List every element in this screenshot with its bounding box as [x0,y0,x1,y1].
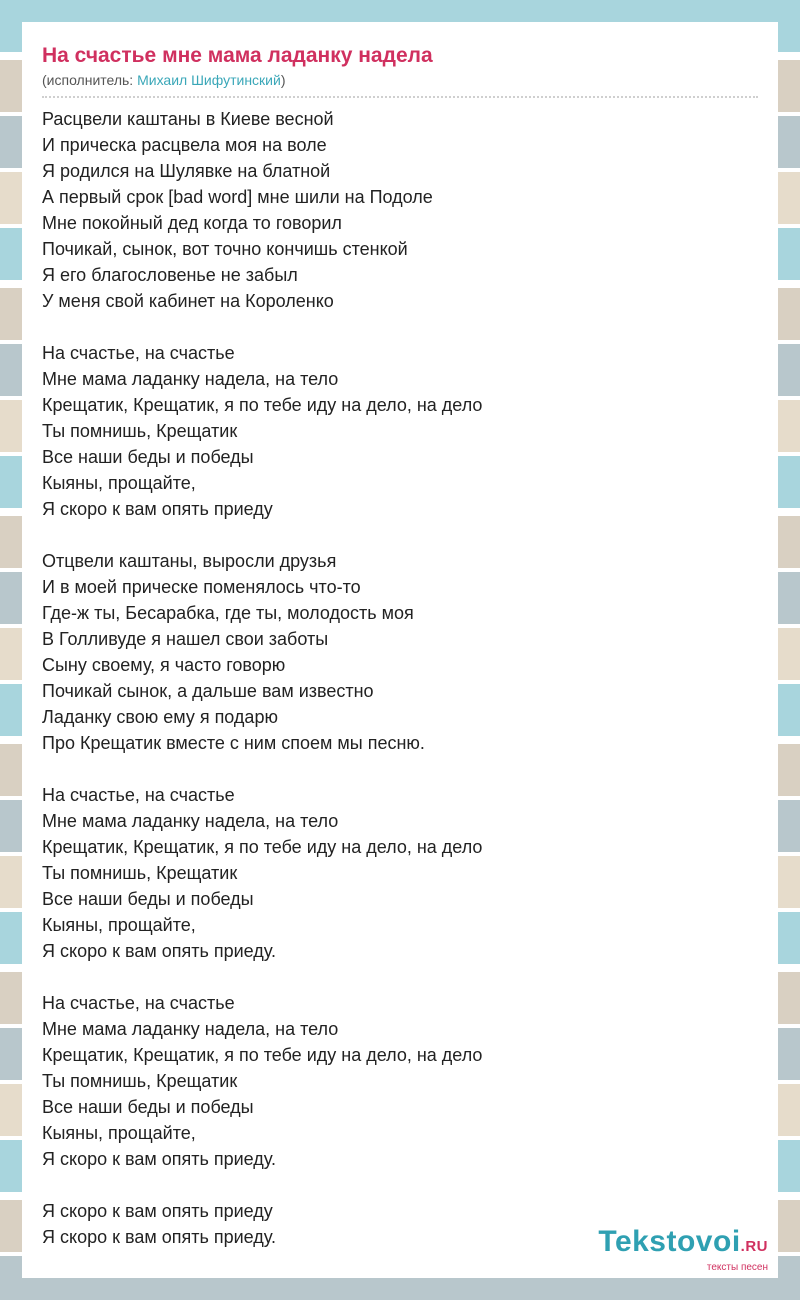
lyrics-line: Мне покойный дед когда то говорил [42,213,342,233]
lyrics-line: Почикай сынок, а дальше вам известно [42,681,374,701]
lyrics-line: Мне мама ладанку надела, на тело [42,369,339,389]
lyrics-line: Ладанку свою ему я подарю [42,707,278,727]
lyrics-line: Кыяны, прощайте, [42,473,196,493]
logo-tld: .RU [740,1238,768,1255]
divider [42,96,758,98]
lyrics-stanza [42,340,758,522]
lyrics-line: Крещатик, Крещатик, я по тебе иду на дело, на дело [42,395,483,415]
lyrics-line: Мне мама ладанку надела, на тело [42,1019,339,1039]
lyrics-line: Ты помнишь, Крещатик [42,863,238,883]
logo-tagline: тексты песен [706,1262,768,1273]
site-logo[interactable] [598,1227,768,1274]
lyrics-line: Кыяны, прощайте, [42,1123,196,1143]
artist-prefix: (исполнитель: [42,72,138,88]
lyrics-line: Все наши беды и победы [42,1097,254,1117]
lyrics-line: Кыяны, прощайте, [42,915,196,935]
lyrics-line: Сыну своему, я часто говорю [42,655,286,675]
lyrics-line: На счастье, на счастье [42,343,235,363]
logo-name: Tekstovoi [598,1225,741,1258]
lyrics-line: Крещатик, Крещатик, я по тебе иду на дело, на дело [42,837,483,857]
lyrics-line: Все наши беды и победы [42,447,254,467]
lyrics-line: Я скоро к вам опять приеду. [42,941,276,961]
artist-link[interactable]: Михаил Шифутинский [137,72,281,88]
lyrics-stanza [42,106,758,314]
page-title: На счастье мне мама ладанку надела [42,44,433,67]
lyrics-stanza [42,548,758,756]
lyrics-line: Я скоро к вам опять приеду. [42,1227,276,1247]
lyrics-line: Где-ж ты, Бесарабка, где ты, молодость моя [42,603,414,623]
logo-wordmark [598,1227,768,1262]
lyrics-line: Я родился на Шулявке на блатной [42,161,331,181]
lyrics-line: Я скоро к вам опять приеду [42,1201,273,1221]
artist-line [42,70,758,90]
lyrics-line: Я его благословенье не забыл [42,265,298,285]
lyrics-line: Я скоро к вам опять приеду. [42,1149,276,1169]
lyrics-stanza [42,990,758,1172]
lyrics-line: Ты помнишь, Крещатик [42,1071,238,1091]
lyrics-body [42,106,758,1250]
lyrics-line: На счастье, на счастье [42,993,235,1013]
lyrics-card [22,22,778,1278]
lyrics-line: И в моей прическе поменялось что-то [42,577,361,597]
lyrics-line: Крещатик, Крещатик, я по тебе иду на дело, на дело [42,1045,483,1065]
lyrics-line: Все наши беды и победы [42,889,254,909]
lyrics-line: Почикай, сынок, вот точно кончишь стенкой [42,239,408,259]
lyrics-line: Про Крещатик вместе с ним споем мы песню. [42,733,425,753]
lyrics-line: Расцвели каштаны в Киеве весной [42,109,334,129]
lyrics-line: У меня свой кабинет на Короленко [42,291,334,311]
lyrics-line: И прическа расцвела моя на воле [42,135,327,155]
lyrics-line: Отцвели каштаны, выросли друзья [42,551,337,571]
lyrics-line: В Голливуде я нашел свои заботы [42,629,329,649]
lyrics-line: На счастье, на счастье [42,785,235,805]
lyrics-line: Мне мама ладанку надела, на тело [42,811,339,831]
lyrics-line: Я скоро к вам опять приеду [42,499,273,519]
lyrics-stanza [42,782,758,964]
lyrics-line: А первый срок [bad word] мне шили на Подоле [42,187,433,207]
artist-suffix: ) [280,72,286,88]
lyrics-line: Ты помнишь, Крещатик [42,421,238,441]
